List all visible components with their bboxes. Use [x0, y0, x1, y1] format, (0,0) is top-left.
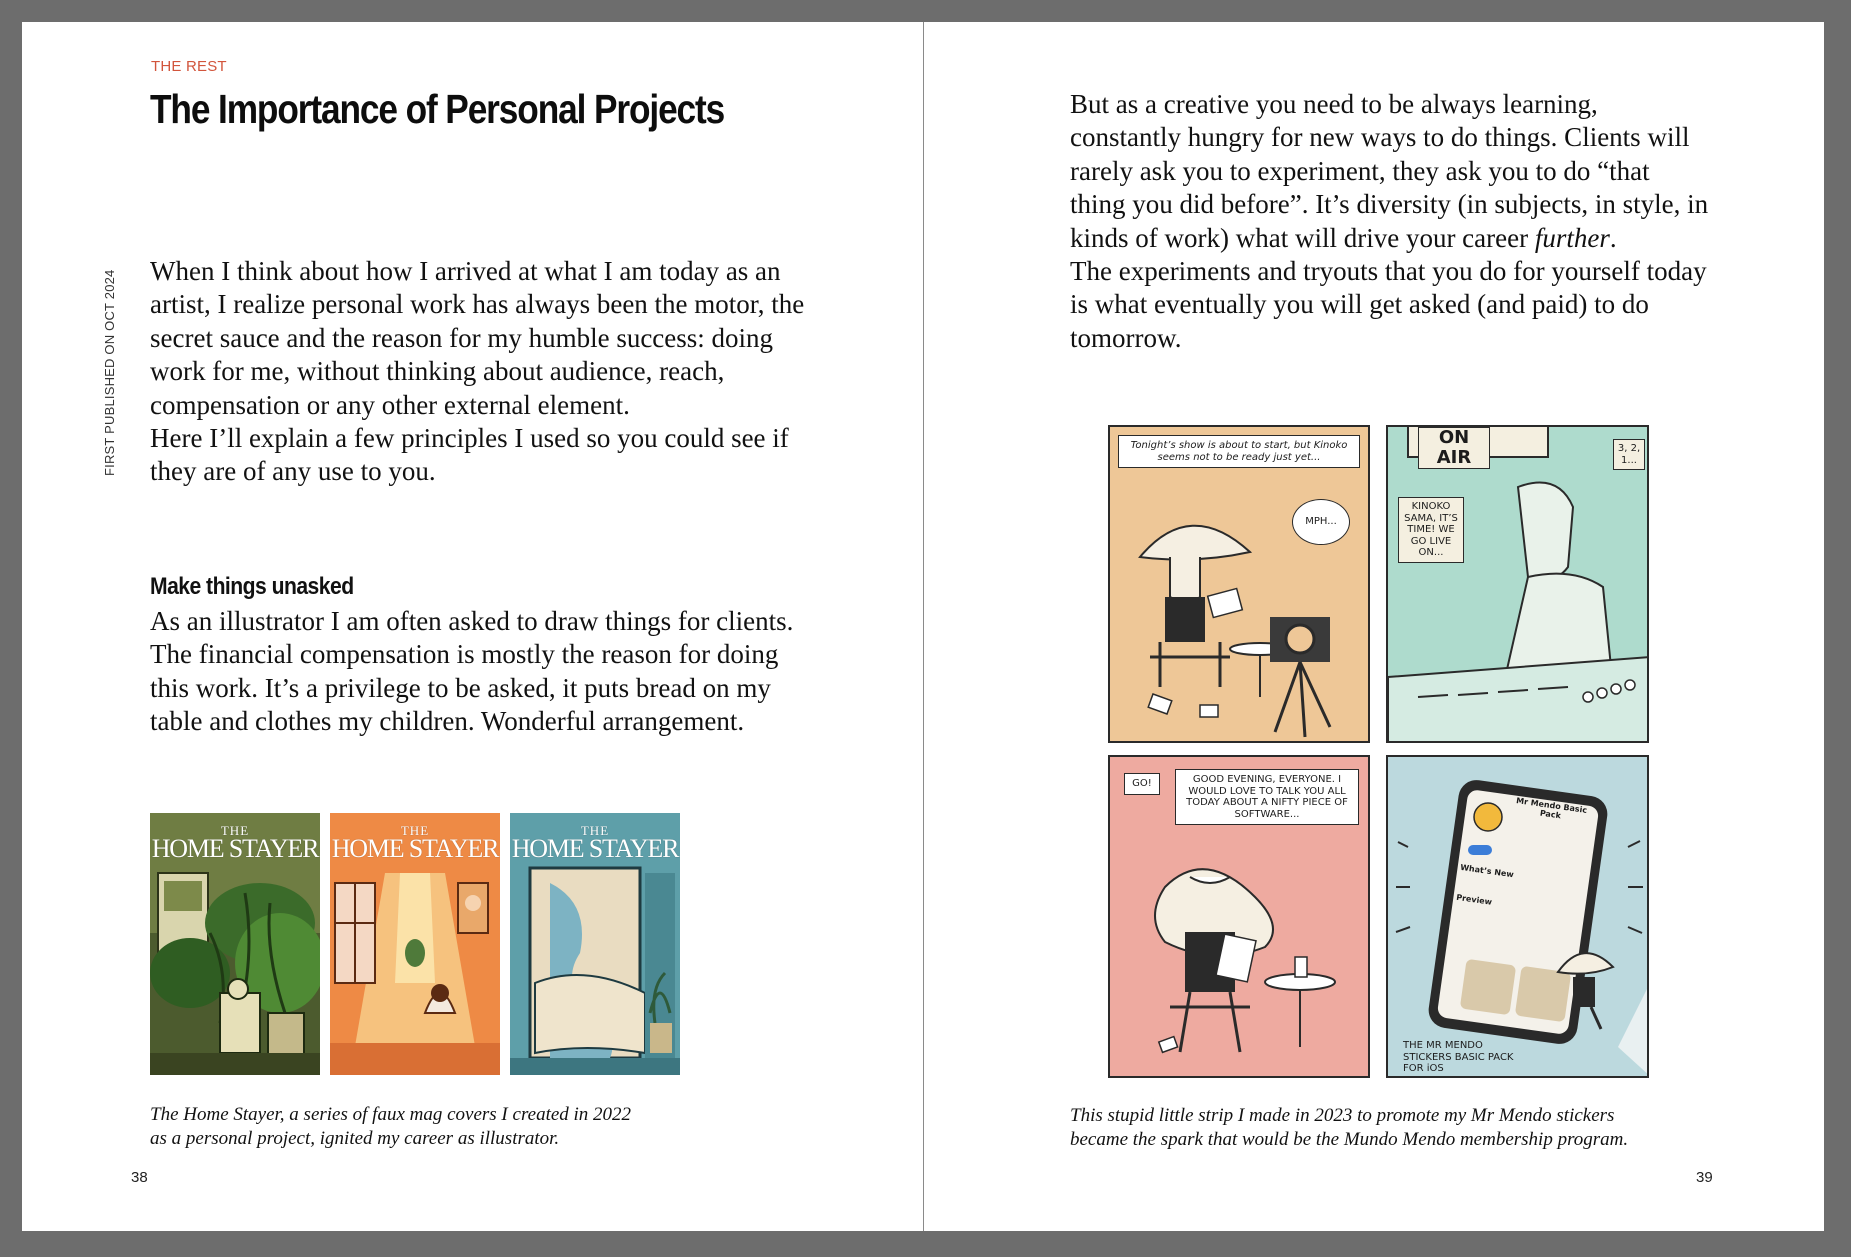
- cover-title: [510, 825, 680, 861]
- caption-line: became the spark that would be the Mundo Mendo membership program.: [1070, 1128, 1629, 1150]
- panel-3-bubble: GO!: [1124, 773, 1160, 795]
- right-page: [924, 22, 1824, 1231]
- magazine-cover-teal: [510, 813, 680, 1075]
- panel-2-note: KINOKO SAMA, IT’S TIME! WE GO LIVE ON...: [1398, 497, 1464, 563]
- caption-line: This stupid little strip I made in 2023 to promote my Mr Mendo stickers: [1070, 1105, 1615, 1126]
- cover-title: [150, 825, 320, 861]
- app-title: Mr Mendo Basic Pack: [1515, 796, 1588, 821]
- comic-panel-1: [1108, 425, 1370, 743]
- emphasis-word: further: [1534, 222, 1610, 253]
- magazine-cover-orange: [330, 813, 500, 1075]
- cover-title-main: HOME STAYER: [151, 834, 319, 863]
- cover-title-small: THE: [220, 823, 250, 838]
- magazine-cover-green: [150, 813, 320, 1075]
- cover-title-main: HOME STAYER: [331, 834, 499, 863]
- cover-title: [330, 825, 500, 861]
- comic-caption: [1070, 1104, 1710, 1151]
- page-title: The Importance of Personal Projects: [150, 86, 725, 132]
- subheading-text: [150, 605, 810, 739]
- right-body-text: [1070, 88, 1710, 355]
- page-number: 39: [1696, 1169, 1713, 1186]
- body-paragraph-text: But as a creative you need to be always learning, constantly hungry for new ways to do things. Clients will rarely ask you to experiment, they ask you to do “that thing you did before”. It’s diversity (in subjects, in style, in kinds of work) what will drive your career: [1070, 89, 1709, 253]
- panel-2-drawing: [1388, 427, 1649, 743]
- body-paragraph: [1070, 88, 1710, 255]
- section-label: THE REST: [151, 58, 227, 75]
- panel-3-caption: GOOD EVENING, EVERYONE. I WOULD LOVE TO TALK YOU ALL TODAY ABOUT A NIFTY PIECE OF SOFTWARE...: [1175, 769, 1359, 825]
- panel-1-caption: Tonight’s show is about to start, but Kinoko seems not to be ready just yet...: [1118, 435, 1360, 468]
- cover-title-small: THE: [580, 823, 610, 838]
- comic-panel-4: [1386, 755, 1649, 1078]
- cover-title-main: HOME STAYER: [511, 834, 679, 863]
- publication-note: FIRST PUBLISHED ON OCT 2024: [102, 269, 117, 476]
- intro-paragraph: Here I’ll explain a few principles I used so you could see if they are of any use to you.: [150, 423, 789, 487]
- cover-title-small: THE: [400, 823, 430, 838]
- caption-line: The Home Stayer, a series of faux mag covers I created in 2022: [150, 1104, 632, 1125]
- preview-label: Preview: [1455, 892, 1493, 907]
- body-paragraph-end: .: [1609, 222, 1617, 253]
- page-number: 38: [131, 1169, 148, 1186]
- left-page: [22, 22, 923, 1231]
- subheading-paragraph: As an illustrator I am often asked to draw things for clients. The financial compensation is mostly the reason for doing this work. It’s a privilege to be asked, it puts bread on my table and clothes my children. Wonderful arrangement.: [150, 606, 794, 737]
- panel-4-footer: THE MR MENDO STICKERS BASIC PACK FOR iOS: [1403, 1040, 1514, 1074]
- intro-paragraph: When I think about how I arrived at what I am today as an artist, I realize personal work has always been the motor, the secret sauce and the reason for my humble success: doing work for me, without thinking about audience, reach, compensation or any other external element.: [150, 256, 805, 420]
- comic-panel-2: [1386, 425, 1649, 743]
- panel-1-drawing: [1110, 427, 1370, 743]
- comic-panel-3: [1108, 755, 1370, 1078]
- whats-new-label: What’s New: [1459, 862, 1515, 880]
- body-paragraph: The experiments and tryouts that you do for yourself today is what eventually you will get asked (and paid) to do tomorrow.: [1070, 256, 1707, 353]
- countdown-note: 3, 2, 1...: [1613, 439, 1645, 470]
- intro-text: [150, 255, 810, 489]
- on-air-sign: ON AIR: [1418, 427, 1490, 469]
- caption-line: as a personal project, ignited my career as illustrator.: [150, 1127, 560, 1149]
- subheading: Make things unasked: [150, 573, 354, 600]
- covers-caption: [150, 1103, 750, 1150]
- panel-1-bubble: MPH...: [1292, 499, 1350, 545]
